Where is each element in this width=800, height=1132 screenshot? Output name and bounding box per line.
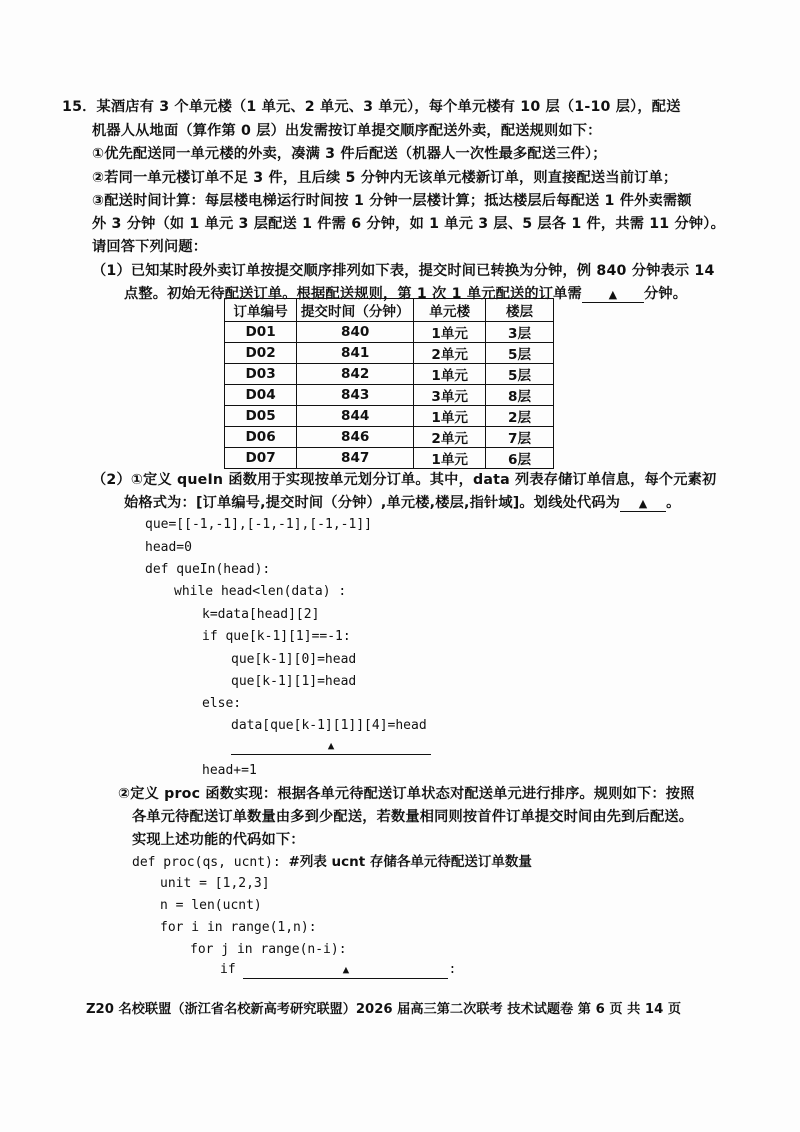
table-row [225, 427, 554, 448]
part-2b-line-a: ②定义 proc 函数实现：根据各单元待配送订单状态对配送单元进行排序。规则如下：按照 [118, 786, 695, 802]
code-line: head+=1 [202, 763, 257, 778]
orders-table [224, 298, 554, 469]
code-line: que[k-1][1]=head [231, 674, 357, 689]
cell: D05 [225, 406, 297, 427]
part-1-line-a: （1）已知某时段外卖订单按提交顺序排列如下表，提交时间已转换为分钟，例 840 分钟表示 14 [92, 263, 715, 279]
code-line: else: [202, 696, 242, 711]
code-line: for j in range(n-i): [190, 942, 347, 957]
cell: 1单元 [414, 322, 486, 343]
question-line-1: 15．某酒店有 3 个单元楼（1 单元、2 单元、3 单元），每个单元楼有 10 层（1-10 层），配送 [62, 99, 681, 115]
table-row [225, 385, 554, 406]
cell: 841 [297, 343, 414, 364]
part-1-unit: 分钟。 [643, 286, 688, 302]
cell: 840 [297, 322, 414, 343]
cell: D07 [225, 448, 297, 469]
cell: 8层 [486, 385, 554, 406]
code-comment: #列表 ucnt 存储各单元待配送订单数量 [288, 854, 532, 870]
triangle-icon: ▲ [327, 739, 335, 752]
col-header-building: 单元楼 [414, 299, 486, 322]
cell: D04 [225, 385, 297, 406]
if-colon: : [448, 962, 457, 977]
code-line [132, 853, 532, 872]
code-line: data[que[k-1][1]][4]=head [231, 718, 427, 733]
triangle-icon: ▲ [638, 497, 648, 510]
cell: D01 [225, 322, 297, 343]
col-header-id: 订单编号 [225, 299, 297, 322]
code-line: while head<len(data) : [174, 584, 347, 599]
part-2-period: 。 [666, 495, 681, 511]
table-row [225, 322, 554, 343]
answer-blank-3[interactable] [231, 738, 431, 755]
code-line: n = len(ucnt) [160, 898, 262, 913]
part-2-line-a: （2）①定义 queIn 函数用于实现按单元划分订单。其中，data 列表存储订单信息，每个元素初 [92, 472, 717, 488]
if-keyword: if [220, 962, 236, 977]
code-line: head=0 [145, 540, 192, 555]
cell: 842 [297, 364, 414, 385]
cell: D03 [225, 364, 297, 385]
cell: 2单元 [414, 343, 486, 364]
cell: 1单元 [414, 448, 486, 469]
cell: 1单元 [414, 406, 486, 427]
cell: 1单元 [414, 364, 486, 385]
triangle-icon: ▲ [608, 288, 618, 301]
cell: 2层 [486, 406, 554, 427]
code-line: def queIn(head): [145, 562, 271, 577]
answer-blank-2[interactable] [620, 495, 666, 512]
table-row [225, 343, 554, 364]
rule-3-cont: 外 3 分钟（如 1 单元 3 层配送 1 件需 6 分钟，如 1 单元 3 层、5 层各 1 件，共需 11 分钟）。 [92, 216, 725, 232]
triangle-icon: ▲ [342, 963, 350, 976]
cell: 843 [297, 385, 414, 406]
cell: 3层 [486, 322, 554, 343]
table-row [225, 448, 554, 469]
page-footer: Z20 名校联盟（浙江省名校新高考研究联盟）2026 届高三第二次联考 技术试题卷 第 6 页 共 14 页 [86, 1002, 682, 1017]
proc-def: def proc(qs, ucnt): [132, 855, 281, 870]
cell: 2单元 [414, 427, 486, 448]
table-row [225, 406, 554, 427]
code-line: que[k-1][0]=head [231, 652, 357, 667]
code-line: k=data[head][2] [202, 607, 320, 622]
answer-blank-4[interactable] [243, 962, 448, 979]
cell: 846 [297, 427, 414, 448]
table-row [225, 364, 554, 385]
table-header-row [225, 299, 554, 322]
rule-3: ③配送时间计算：每层楼电梯运行时间按 1 分钟一层楼计算；抵达楼层后每配送 1 件外卖需额 [92, 193, 692, 209]
code-line: if que[k-1][1]==-1: [202, 629, 351, 644]
part-1-text: 点整。初始无待配送订单。根据配送规则，第 1 次 1 单元配送的订单需 [124, 286, 582, 302]
cell: D02 [225, 343, 297, 364]
code-line: for i in range(1,n): [160, 920, 317, 935]
cell: 5层 [486, 343, 554, 364]
part-2b-line-b: 各单元待配送订单数量由多到少配送，若数量相同则按首件订单提交时间由先到后配送。 [132, 809, 694, 825]
part-2-line-b [124, 493, 681, 513]
cell: 847 [297, 448, 414, 469]
cell: 3单元 [414, 385, 486, 406]
part-2b-line-c: 实现上述功能的代码如下： [132, 832, 305, 848]
code-line: que=[[-1,-1],[-1,-1],[-1,-1]] [145, 517, 372, 532]
prompt-line: 请回答下列问题： [92, 239, 208, 255]
cell: D06 [225, 427, 297, 448]
part-2-text: 始格式为：[订单编号,提交时间（分钟）,单元楼,楼层,指针域]。划线处代码为 [124, 495, 621, 511]
rule-2: ②若同一单元楼订单不足 3 件，且后续 5 分钟内无该单元楼新订单，则直接配送当前订单； [92, 170, 678, 186]
col-header-floor: 楼层 [486, 299, 554, 322]
answer-blank-1[interactable] [582, 286, 644, 303]
code-line: unit = [1,2,3] [160, 876, 270, 891]
rule-1: ①优先配送同一单元楼的外卖，凑满 3 件后配送（机器人一次性最多配送三件）； [92, 146, 607, 162]
code-line [220, 961, 456, 979]
cell: 5层 [486, 364, 554, 385]
col-header-time: 提交时间（分钟） [297, 299, 414, 322]
cell: 6层 [486, 448, 554, 469]
cell: 844 [297, 406, 414, 427]
cell: 7层 [486, 427, 554, 448]
code-blank-line [231, 737, 431, 755]
question-line-2: 机器人从地面（算作第 0 层）出发需按订单提交顺序配送外卖，配送规则如下： [92, 123, 602, 139]
